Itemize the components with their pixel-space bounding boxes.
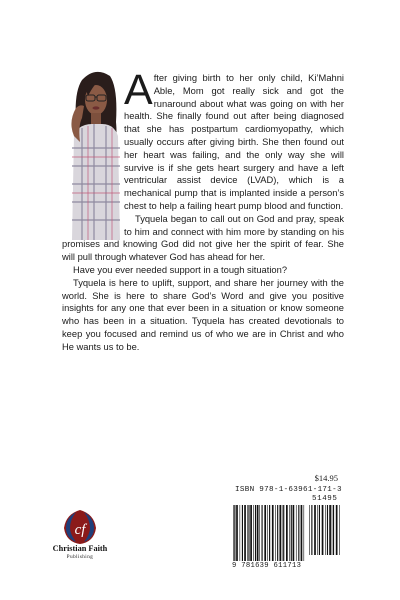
barcode-bar — [304, 505, 305, 561]
barcode-bar — [339, 505, 340, 555]
barcode-bar — [317, 505, 318, 555]
barcode-bar — [267, 505, 268, 561]
barcode-bar — [325, 505, 326, 555]
barcode-bar — [293, 505, 295, 561]
barcode-bar — [314, 505, 316, 555]
back-cover-copy — [62, 66, 344, 354]
barcode-bar — [277, 505, 278, 561]
publisher-subtitle: Publishing — [66, 555, 94, 560]
barcode-bar — [329, 505, 331, 555]
barcode-bar — [272, 505, 274, 561]
drop-cap: A — [124, 66, 153, 114]
barcode-bar — [296, 505, 297, 561]
ean-barcode — [232, 505, 306, 561]
paragraph-3: Have you ever needed support in a tough situation? — [73, 264, 288, 275]
barcode-bar — [248, 505, 249, 561]
paragraph-1-text: fter giving birth to her only child, Ki’Mahni Able, Mom got really sick and got the runaround about what was going on with her health. She finally found out after being diagnosed that she has postpartum cardiomyopathy, which usually occurs after giving birth. She then found out her heart was failing, and the only way she will survive is if she gets heart surgery and have a left ventricular assist device (LVAD), which is a mechanical pump that is implanted inside a person’s chest to help a failing heart pump blood and function. — [124, 73, 344, 211]
barcode-bar — [240, 505, 241, 561]
barcode-bar — [327, 505, 328, 555]
barcode-bar — [257, 505, 259, 561]
isbn: ISBN 978-1-63961-171-3 — [235, 486, 342, 494]
barcode-bar — [269, 505, 270, 561]
barcode-bar — [279, 505, 281, 561]
barcode-bar — [336, 505, 338, 555]
barcode-bar — [236, 505, 238, 561]
barcode-bar — [286, 505, 288, 561]
barcode-bar — [298, 505, 299, 561]
barcode-bar — [275, 505, 276, 561]
barcode-digits: 9 781639 611713 — [232, 562, 302, 570]
barcode-bar — [283, 505, 284, 561]
barcode-bar — [301, 505, 303, 561]
barcode-bar — [255, 505, 256, 561]
paragraph-2: Tyquela began to call out on God and pray, speak to him and connect with him more by standing on his promises and knowing God did not give her the spirit of fear. She will pull through whatever God has ahead for her. — [62, 213, 344, 263]
barcode-bar — [309, 505, 310, 555]
addon-barcode — [308, 505, 342, 555]
barcode-bar — [319, 505, 320, 555]
barcode-bar — [262, 505, 263, 561]
photo-spacer — [62, 72, 124, 238]
barcode-bar — [250, 505, 252, 561]
barcode-addon-number: 51495 — [312, 495, 338, 503]
barcode-bar — [247, 505, 248, 561]
barcode-bar — [322, 505, 324, 555]
barcode-bar — [291, 505, 292, 561]
barcode-bar — [332, 505, 333, 555]
barcode-bar — [244, 505, 246, 561]
barcode-bar — [259, 505, 260, 561]
barcode-bar — [253, 505, 254, 561]
barcode-bar — [289, 505, 290, 561]
barcode-bar — [311, 505, 312, 555]
barcode-bar — [282, 505, 283, 561]
publisher-name: Christian Faith — [52, 544, 108, 553]
barcode-bar — [234, 505, 235, 561]
paragraph-1 — [62, 66, 344, 213]
barcode-bar — [233, 505, 234, 561]
barcode-bar — [264, 505, 266, 561]
price: $14.95 — [314, 473, 338, 483]
publisher-logo-mark — [40, 508, 120, 548]
publisher-monogram: cf — [74, 522, 86, 538]
paragraph-4: Tyquela is here to uplift, support, and share her journey with the world. She is here to share God’s Word and give you positive insights for any one that ever been in a situation or know someone who has been in a situation. Tyquela has created devotionals to keep you focused and remind us of who we are in Christ and who He wants us to be. — [62, 277, 344, 352]
barcode-bar — [333, 505, 334, 555]
barcode — [232, 495, 344, 573]
barcode-bar — [242, 505, 243, 561]
